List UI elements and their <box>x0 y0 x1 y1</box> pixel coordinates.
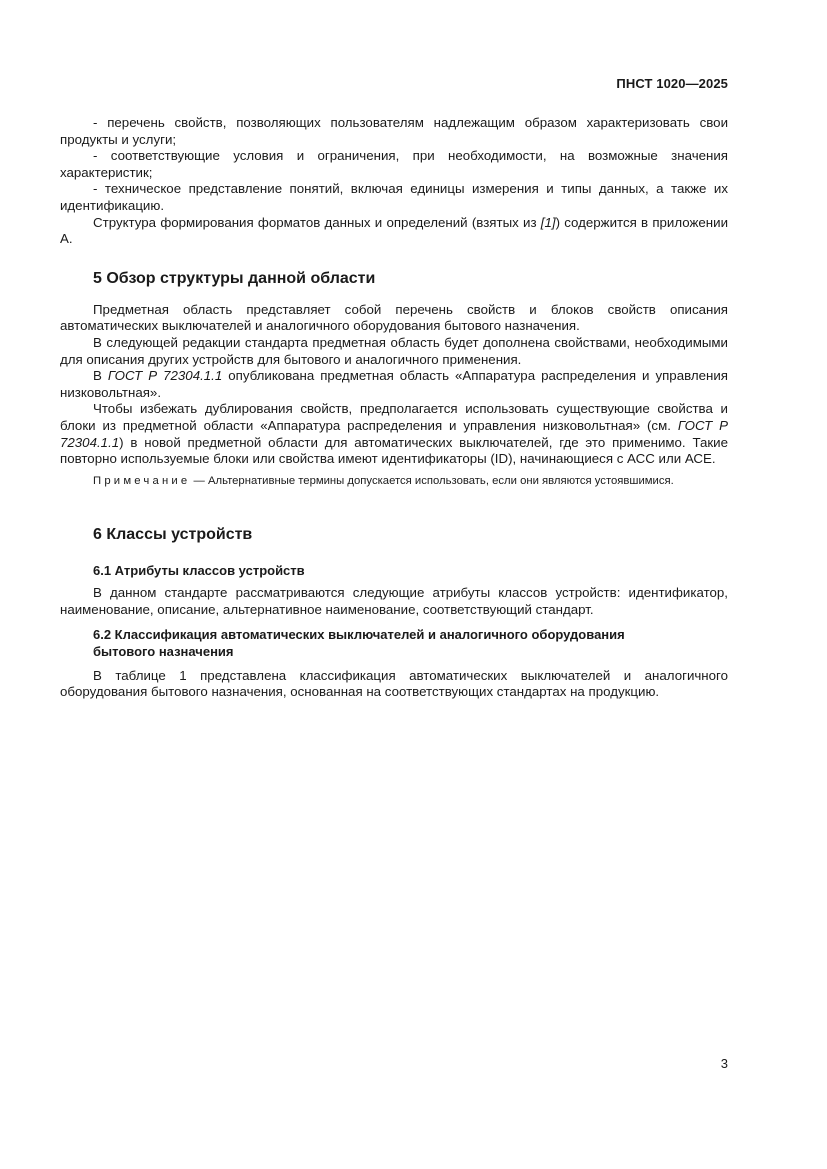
section-5-paragraph-4 <box>60 401 728 467</box>
standard-reference: ГОСТ Р 72304.1.1 <box>60 417 728 450</box>
list-item: - перечень свойств, позволяющих пользователям надлежащим образом характеризовать свои продукты и услуги; <box>60 115 728 147</box>
text-span: Чтобы избежать дублирования свойств, предполагается использовать существующие свойства и блоки из предметной области «Аппаратура распределения и управления низковольтная» (см. <box>60 401 728 433</box>
text-span: опубликована предметная область «Аппаратура распределения и управления низковольтная». <box>60 368 728 400</box>
standard-reference: ГОСТ Р 72304.1.1 <box>107 368 223 384</box>
bibliography-reference: [1] <box>540 214 556 230</box>
note-text: — Альтернативные термины допускается использовать, если они являются устоявшимися. <box>190 474 674 487</box>
text-span: В <box>93 368 108 384</box>
section-5-heading: 5 Обзор структуры данной области <box>93 269 376 287</box>
subsection-6-2-text: В таблице 1 представлена классификация автоматических выключателей и аналогичного оборудования бытового назначения, основанная на соответствующих стандартах на продукцию. <box>60 667 728 700</box>
section-5-paragraph-2: В следующей редакции стандарта предметная область будет дополнена свойствами, необходимыми для описания других устройств для бытового и аналогичного применения. <box>60 334 728 367</box>
section-6-heading: 6 Классы устройств <box>93 525 253 543</box>
section-5-paragraph-1: Предметная область представляет собой перечень свойств и блоков свойств описания автоматических выключателей и аналогичного оборудования бытового назначения. <box>60 301 728 334</box>
section-5-paragraph-3 <box>60 368 728 401</box>
text-span: ) содержится в приложении А. <box>60 214 728 247</box>
list-item: - техническое представление понятий, включая единицы измерения и типы данных, а также их идентификацию. <box>60 181 728 213</box>
list-item: - соответствующие условия и ограничения, при необходимости, на возможные значения характеристик; <box>60 148 728 180</box>
subsection-6-2-heading: 6.2 Классификация автоматических выключателей и аналогичного оборудования бытового назначения <box>93 627 625 660</box>
text-span: ) в новой предметной области для автоматических выключателей, где это применимо. Такие повторно используемые блоки или свойства имеют идентификаторы (ID), начинающиеся с АСС или АСЕ. <box>60 434 728 467</box>
page-number: 3 <box>720 1056 728 1071</box>
structure-paragraph <box>60 215 728 248</box>
note <box>60 474 728 489</box>
subsection-6-1-heading: 6.1 Атрибуты классов устройств <box>93 562 305 578</box>
subsection-6-1-text: В данном стандарте рассматриваются следующие атрибуты классов устройств: идентификатор, наименование, описание, альтернативное наименование, соответствующий стандарт. <box>60 585 728 617</box>
text-span: Структура формирования форматов данных и определений (взятых из <box>93 214 541 230</box>
note-label: Примечание <box>93 474 191 487</box>
page-content <box>60 115 728 701</box>
document-code-header: ПНСТ 1020—2025 <box>616 76 728 91</box>
